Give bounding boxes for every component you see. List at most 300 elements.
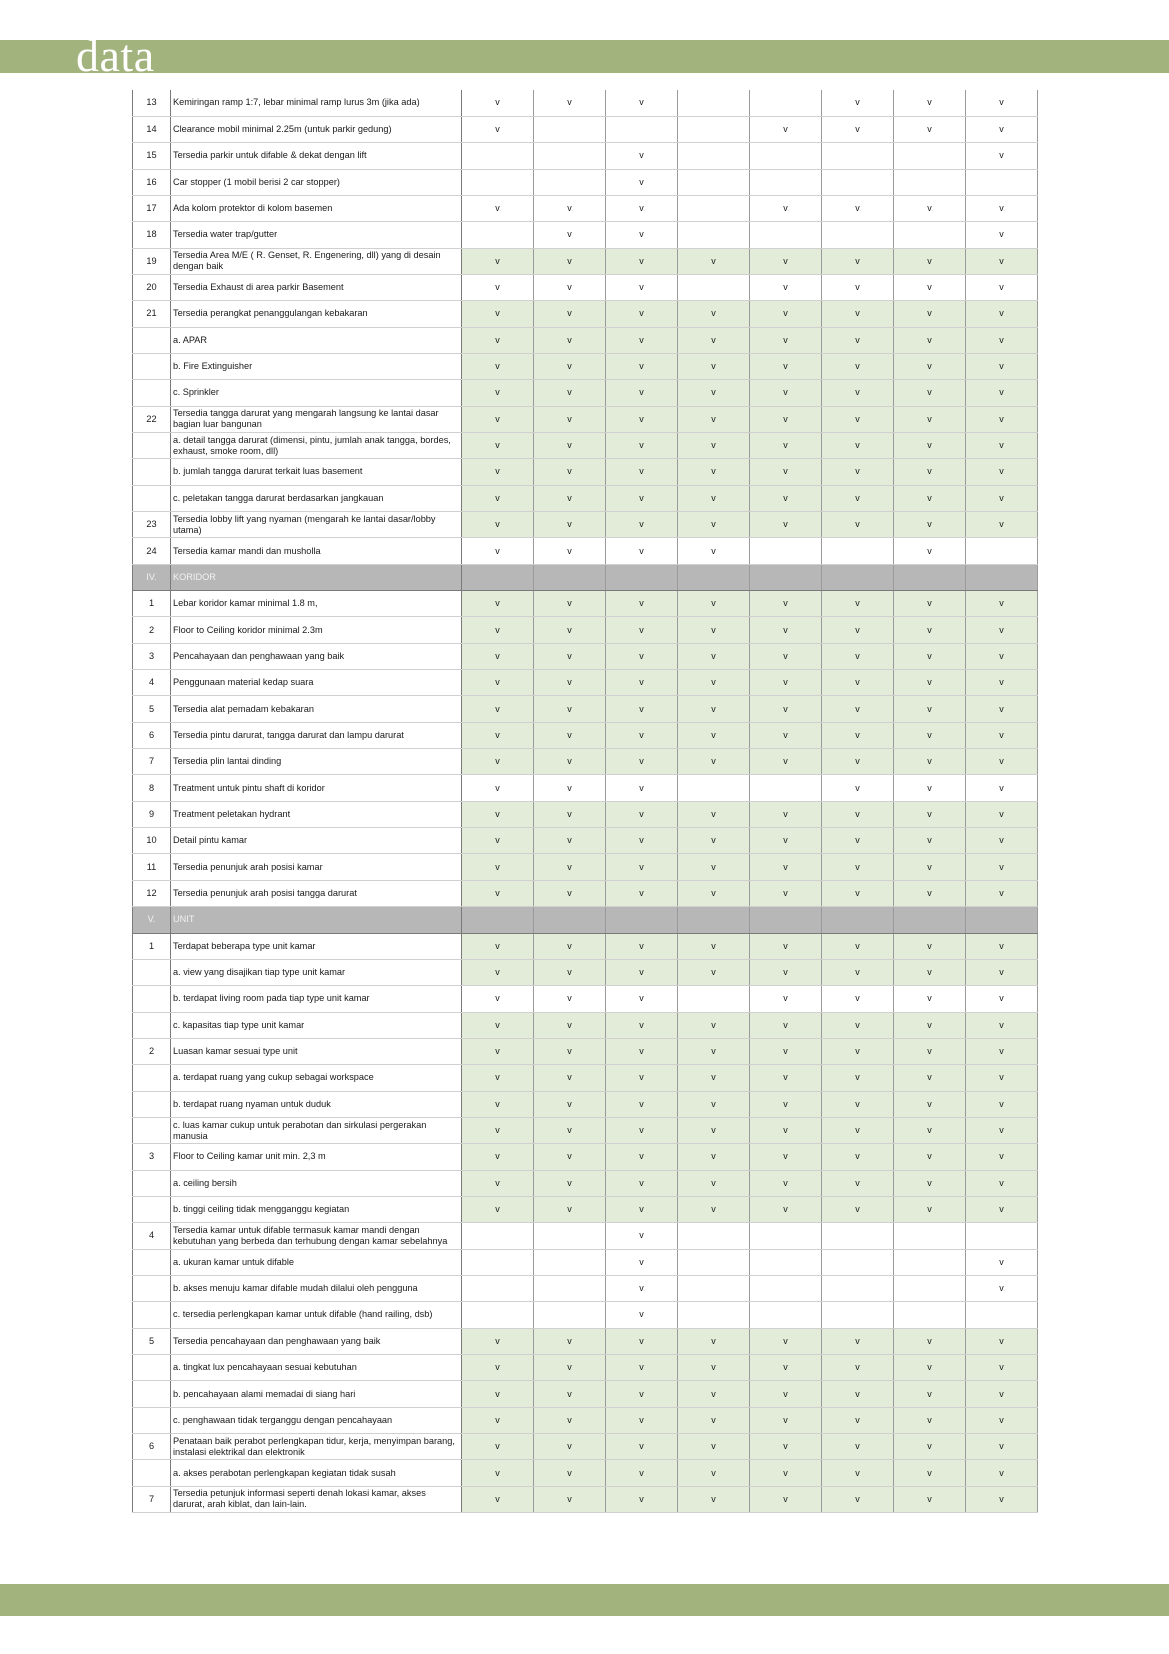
check-cell	[462, 169, 534, 195]
check-cell: v	[678, 327, 750, 353]
check-cell: v	[966, 749, 1038, 775]
row-number	[133, 485, 171, 511]
check-cell: v	[462, 591, 534, 617]
row-description: Treatment peletakan hydrant	[171, 801, 462, 827]
check-cell	[462, 907, 534, 933]
check-cell: v	[894, 670, 966, 696]
check-cell: v	[606, 512, 678, 538]
check-cell	[678, 775, 750, 801]
check-cell: v	[534, 1355, 606, 1381]
check-cell: v	[966, 1170, 1038, 1196]
row-number: 14	[133, 116, 171, 142]
check-cell: v	[534, 274, 606, 300]
check-cell: v	[894, 538, 966, 564]
table-row	[133, 432, 1038, 458]
check-cell: v	[966, 485, 1038, 511]
check-cell: v	[678, 1117, 750, 1143]
check-cell: v	[606, 380, 678, 406]
check-cell: v	[750, 617, 822, 643]
check-cell	[894, 564, 966, 590]
row-description: b. jumlah tangga darurat terkait luas basement	[171, 459, 462, 485]
check-cell: v	[750, 248, 822, 274]
check-cell: v	[606, 143, 678, 169]
table-row	[133, 169, 1038, 195]
check-cell: v	[750, 353, 822, 379]
check-cell: v	[822, 116, 894, 142]
check-cell: v	[534, 1117, 606, 1143]
check-cell: v	[534, 1196, 606, 1222]
check-cell: v	[462, 459, 534, 485]
check-cell: v	[966, 696, 1038, 722]
row-number	[133, 959, 171, 985]
check-cell: v	[822, 301, 894, 327]
check-cell: v	[462, 1434, 534, 1460]
check-cell	[966, 1223, 1038, 1249]
row-number: 10	[133, 828, 171, 854]
check-cell	[678, 1275, 750, 1301]
check-cell: v	[606, 432, 678, 458]
check-cell: v	[894, 485, 966, 511]
check-cell: v	[534, 432, 606, 458]
check-cell: v	[606, 986, 678, 1012]
check-cell: v	[822, 854, 894, 880]
check-cell: v	[822, 617, 894, 643]
table-row	[133, 749, 1038, 775]
check-cell: v	[534, 722, 606, 748]
check-cell: v	[966, 143, 1038, 169]
check-cell: v	[822, 670, 894, 696]
row-description: c. Sprinkler	[171, 380, 462, 406]
check-cell: v	[750, 986, 822, 1012]
table-row	[133, 274, 1038, 300]
check-cell: v	[678, 933, 750, 959]
check-cell: v	[678, 854, 750, 880]
check-cell: v	[822, 933, 894, 959]
check-cell	[534, 564, 606, 590]
table-row	[133, 195, 1038, 221]
check-cell: v	[678, 1328, 750, 1354]
check-cell: v	[606, 880, 678, 906]
check-cell	[678, 1249, 750, 1275]
check-cell: v	[462, 90, 534, 116]
check-cell: v	[894, 1144, 966, 1170]
check-cell: v	[606, 90, 678, 116]
check-cell: v	[894, 195, 966, 221]
check-cell: v	[894, 1460, 966, 1486]
row-number	[133, 353, 171, 379]
table-row	[133, 722, 1038, 748]
check-cell: v	[894, 116, 966, 142]
check-cell: v	[750, 1460, 822, 1486]
check-cell	[678, 1302, 750, 1328]
check-cell	[750, 90, 822, 116]
check-cell: v	[822, 353, 894, 379]
check-cell: v	[894, 1486, 966, 1512]
table-row	[133, 301, 1038, 327]
check-cell	[678, 564, 750, 590]
check-cell: v	[606, 1355, 678, 1381]
check-cell: v	[678, 828, 750, 854]
table-row	[133, 143, 1038, 169]
check-cell: v	[462, 722, 534, 748]
table-row	[133, 459, 1038, 485]
row-description: b. pencahayaan alami memadai di siang hari	[171, 1381, 462, 1407]
check-cell: v	[606, 1117, 678, 1143]
table-row	[133, 327, 1038, 353]
row-number	[133, 1196, 171, 1222]
row-description: c. kapasitas tiap type unit kamar	[171, 1012, 462, 1038]
row-description: a. terdapat ruang yang cukup sebagai workspace	[171, 1065, 462, 1091]
row-description: Tersedia pintu darurat, tangga darurat dan lampu darurat	[171, 722, 462, 748]
check-cell: v	[966, 512, 1038, 538]
check-cell: v	[462, 406, 534, 432]
check-cell	[750, 775, 822, 801]
check-cell: v	[894, 432, 966, 458]
check-cell: v	[822, 1012, 894, 1038]
check-cell: v	[966, 248, 1038, 274]
check-cell	[678, 274, 750, 300]
row-description: b. tinggi ceiling tidak mengganggu kegiatan	[171, 1196, 462, 1222]
check-cell: v	[606, 1249, 678, 1275]
check-cell: v	[678, 670, 750, 696]
check-cell: v	[534, 459, 606, 485]
check-cell: v	[462, 274, 534, 300]
check-cell: v	[822, 1328, 894, 1354]
check-cell: v	[894, 380, 966, 406]
table-row	[133, 1012, 1038, 1038]
check-cell: v	[750, 380, 822, 406]
check-cell: v	[462, 1170, 534, 1196]
table-row	[133, 1223, 1038, 1249]
table-row	[133, 1302, 1038, 1328]
row-number	[133, 1275, 171, 1301]
row-number	[133, 1249, 171, 1275]
table-row	[133, 1486, 1038, 1512]
check-cell	[822, 538, 894, 564]
check-cell: v	[894, 1117, 966, 1143]
check-cell: v	[966, 1144, 1038, 1170]
check-cell: v	[606, 749, 678, 775]
check-cell: v	[534, 617, 606, 643]
check-cell: v	[894, 643, 966, 669]
table-row	[133, 1170, 1038, 1196]
check-cell: v	[822, 485, 894, 511]
check-cell: v	[534, 854, 606, 880]
row-number: 2	[133, 617, 171, 643]
row-description: b. akses menuju kamar difable mudah dilalui oleh pengguna	[171, 1275, 462, 1301]
row-number: 22	[133, 406, 171, 432]
check-cell	[750, 538, 822, 564]
check-cell: v	[822, 1091, 894, 1117]
check-cell	[750, 1249, 822, 1275]
check-cell	[534, 143, 606, 169]
check-cell: v	[606, 301, 678, 327]
check-cell	[822, 907, 894, 933]
check-cell: v	[606, 1012, 678, 1038]
table-row	[133, 90, 1038, 116]
table-row	[133, 1275, 1038, 1301]
row-description: Tersedia petunjuk informasi seperti denah lokasi kamar, akses darurat, arah kiblat, dan lain-lain.	[171, 1486, 462, 1512]
check-cell: v	[966, 1434, 1038, 1460]
check-cell: v	[534, 880, 606, 906]
check-cell	[894, 1249, 966, 1275]
check-cell: v	[894, 90, 966, 116]
row-description: Kemiringan ramp 1:7, lebar minimal ramp lurus 3m (jika ada)	[171, 90, 462, 116]
table-row	[133, 380, 1038, 406]
check-cell: v	[966, 643, 1038, 669]
check-cell: v	[750, 1355, 822, 1381]
check-cell: v	[534, 1328, 606, 1354]
check-cell: v	[678, 1091, 750, 1117]
row-description: a. akses perabotan perlengkapan kegiatan tidak susah	[171, 1460, 462, 1486]
row-number: 2	[133, 1038, 171, 1064]
check-cell: v	[966, 1117, 1038, 1143]
check-cell: v	[750, 933, 822, 959]
check-cell	[678, 169, 750, 195]
check-cell: v	[966, 1486, 1038, 1512]
check-cell: v	[750, 1407, 822, 1433]
row-description: Clearance mobil minimal 2.25m (untuk parkir gedung)	[171, 116, 462, 142]
row-number: 6	[133, 1434, 171, 1460]
check-cell: v	[678, 538, 750, 564]
row-number: 15	[133, 143, 171, 169]
check-cell	[750, 907, 822, 933]
check-cell: v	[750, 591, 822, 617]
check-cell: v	[966, 1355, 1038, 1381]
check-cell	[462, 1223, 534, 1249]
check-cell: v	[462, 1381, 534, 1407]
check-cell	[822, 564, 894, 590]
check-cell: v	[894, 327, 966, 353]
check-cell: v	[822, 1381, 894, 1407]
check-cell: v	[678, 406, 750, 432]
check-cell: v	[534, 1460, 606, 1486]
check-cell: v	[966, 670, 1038, 696]
check-cell: v	[750, 1196, 822, 1222]
check-cell: v	[894, 1012, 966, 1038]
row-number: 7	[133, 749, 171, 775]
check-cell: v	[822, 248, 894, 274]
check-cell	[822, 1223, 894, 1249]
check-cell: v	[822, 828, 894, 854]
table-row	[133, 1381, 1038, 1407]
row-description: Penataan baik perabot perlengkapan tidur, kerja, menyimpan barang, instalasi elektrikal dan elektronik	[171, 1434, 462, 1460]
table-row	[133, 696, 1038, 722]
row-description: Tersedia perangkat penanggulangan kebakaran	[171, 301, 462, 327]
check-cell	[822, 1302, 894, 1328]
check-cell: v	[750, 1038, 822, 1064]
check-cell: v	[966, 459, 1038, 485]
check-cell: v	[606, 670, 678, 696]
check-cell: v	[966, 301, 1038, 327]
check-cell: v	[822, 90, 894, 116]
row-description: a. detail tangga darurat (dimensi, pintu, jumlah anak tangga, bordes, exhaust, smoke room, dll)	[171, 432, 462, 458]
check-cell: v	[678, 1407, 750, 1433]
check-cell: v	[966, 1381, 1038, 1407]
row-number: 12	[133, 880, 171, 906]
check-cell: v	[606, 222, 678, 248]
row-number	[133, 327, 171, 353]
check-cell	[894, 1275, 966, 1301]
check-cell	[750, 1223, 822, 1249]
section-header-row	[133, 907, 1038, 933]
check-cell: v	[750, 1328, 822, 1354]
check-cell: v	[534, 1381, 606, 1407]
check-cell: v	[534, 1170, 606, 1196]
check-cell: v	[894, 986, 966, 1012]
row-number: 16	[133, 169, 171, 195]
check-cell: v	[534, 670, 606, 696]
check-cell: v	[678, 512, 750, 538]
check-cell	[750, 169, 822, 195]
check-cell: v	[534, 775, 606, 801]
row-number: 13	[133, 90, 171, 116]
check-cell: v	[894, 1355, 966, 1381]
row-description: c. tersedia perlengkapan kamar untuk difable (hand railing, dsb)	[171, 1302, 462, 1328]
check-cell: v	[894, 880, 966, 906]
check-cell: v	[462, 1065, 534, 1091]
row-description: Tersedia pencahayaan dan penghawaan yang baik	[171, 1328, 462, 1354]
check-cell: v	[966, 775, 1038, 801]
check-cell: v	[966, 1328, 1038, 1354]
row-number	[133, 459, 171, 485]
check-cell: v	[534, 1434, 606, 1460]
check-cell: v	[606, 1223, 678, 1249]
check-cell: v	[534, 643, 606, 669]
check-cell: v	[534, 749, 606, 775]
check-cell	[822, 222, 894, 248]
check-cell: v	[750, 959, 822, 985]
row-number	[133, 1012, 171, 1038]
check-cell: v	[966, 1012, 1038, 1038]
check-cell: v	[966, 1065, 1038, 1091]
check-cell: v	[462, 880, 534, 906]
row-number	[133, 1407, 171, 1433]
check-cell: v	[894, 406, 966, 432]
check-cell: v	[534, 986, 606, 1012]
row-number: 5	[133, 1328, 171, 1354]
check-cell: v	[750, 1486, 822, 1512]
row-description: Tersedia penunjuk arah posisi tangga darurat	[171, 880, 462, 906]
check-cell: v	[606, 591, 678, 617]
check-cell: v	[822, 749, 894, 775]
section-header-row	[133, 564, 1038, 590]
check-cell: v	[462, 749, 534, 775]
check-cell: v	[750, 670, 822, 696]
check-cell	[678, 195, 750, 221]
row-number: 24	[133, 538, 171, 564]
checklist-body	[133, 90, 1038, 1513]
check-cell: v	[462, 933, 534, 959]
check-cell: v	[894, 1091, 966, 1117]
check-cell: v	[606, 1170, 678, 1196]
check-cell: v	[678, 1460, 750, 1486]
check-cell: v	[822, 1486, 894, 1512]
check-cell	[894, 169, 966, 195]
check-cell	[678, 222, 750, 248]
table-row	[133, 353, 1038, 379]
check-cell	[750, 222, 822, 248]
check-cell: v	[534, 327, 606, 353]
check-cell: v	[606, 722, 678, 748]
check-cell: v	[894, 1170, 966, 1196]
row-description: Floor to Ceiling kamar unit min. 2,3 m	[171, 1144, 462, 1170]
check-cell: v	[606, 1065, 678, 1091]
check-cell: v	[534, 1407, 606, 1433]
check-cell	[534, 1249, 606, 1275]
check-cell: v	[606, 1196, 678, 1222]
table-row	[133, 1091, 1038, 1117]
check-cell: v	[750, 696, 822, 722]
check-cell: v	[606, 248, 678, 274]
check-cell: v	[894, 274, 966, 300]
check-cell: v	[462, 485, 534, 511]
check-cell: v	[534, 222, 606, 248]
check-cell: v	[822, 643, 894, 669]
check-cell: v	[462, 512, 534, 538]
check-cell: v	[966, 90, 1038, 116]
check-cell: v	[606, 801, 678, 827]
check-cell: v	[534, 1065, 606, 1091]
check-cell	[606, 907, 678, 933]
check-cell: v	[966, 222, 1038, 248]
table-row	[133, 1065, 1038, 1091]
table-row	[133, 485, 1038, 511]
check-cell: v	[822, 1170, 894, 1196]
check-cell: v	[678, 1486, 750, 1512]
check-cell: v	[678, 696, 750, 722]
check-cell: v	[606, 1434, 678, 1460]
row-number	[133, 432, 171, 458]
check-cell: v	[750, 880, 822, 906]
check-cell: v	[966, 722, 1038, 748]
check-cell: v	[894, 353, 966, 379]
table-row	[133, 1038, 1038, 1064]
row-number	[133, 380, 171, 406]
check-cell: v	[606, 459, 678, 485]
check-cell: v	[966, 432, 1038, 458]
check-cell: v	[606, 327, 678, 353]
check-cell: v	[894, 801, 966, 827]
check-cell: v	[606, 1328, 678, 1354]
check-cell	[534, 1275, 606, 1301]
check-cell: v	[606, 1381, 678, 1407]
table-row	[133, 880, 1038, 906]
row-number: 11	[133, 854, 171, 880]
row-number	[133, 1302, 171, 1328]
row-description: Tersedia lobby lift yang nyaman (mengarah ke lantai dasar/lobby utama)	[171, 512, 462, 538]
check-cell: v	[822, 459, 894, 485]
check-cell: v	[822, 775, 894, 801]
check-cell: v	[894, 1381, 966, 1407]
check-cell: v	[678, 1012, 750, 1038]
check-cell: v	[750, 1381, 822, 1407]
table-row	[133, 959, 1038, 985]
row-description: Tersedia Exhaust di area parkir Basement	[171, 274, 462, 300]
row-number: 19	[133, 248, 171, 274]
check-cell: v	[462, 1328, 534, 1354]
table-row	[133, 1249, 1038, 1275]
check-cell: v	[966, 380, 1038, 406]
check-cell: v	[966, 1407, 1038, 1433]
table-row	[133, 1460, 1038, 1486]
check-cell	[966, 1302, 1038, 1328]
check-cell: v	[534, 90, 606, 116]
check-cell: v	[822, 1407, 894, 1433]
row-description: Car stopper (1 mobil berisi 2 car stopper)	[171, 169, 462, 195]
check-cell	[606, 116, 678, 142]
checklist-table	[132, 90, 1038, 1513]
